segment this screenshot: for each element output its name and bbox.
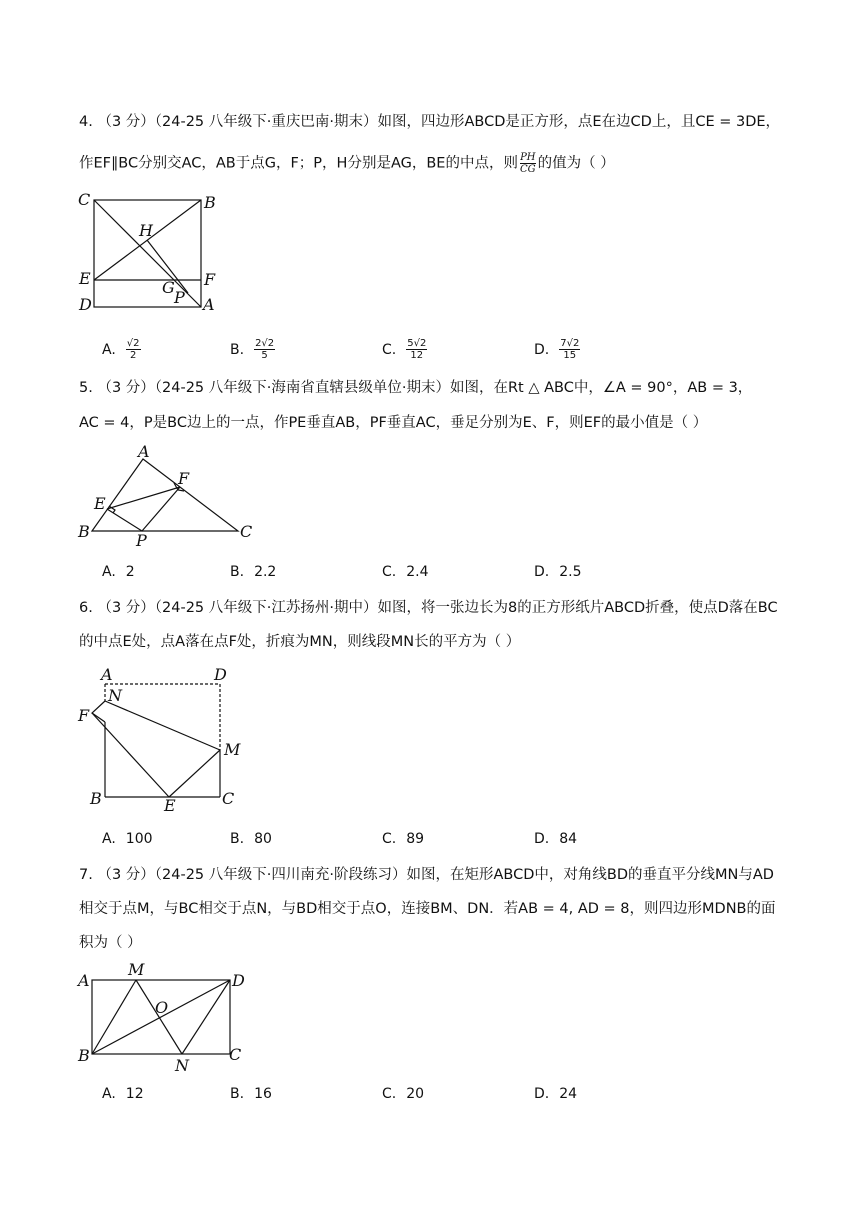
q6-label-b: B — [90, 789, 102, 808]
q4-ratio-fraction — [520, 152, 536, 175]
q7-option-d-value: 24 — [559, 1086, 578, 1102]
q7-label-c: C — [229, 1045, 242, 1064]
q4-option-b-num: 2√2 — [255, 338, 275, 349]
q5-option-b[interactable] — [230, 564, 276, 580]
q7-label-n: N — [175, 1056, 189, 1075]
q6-label-c: C — [222, 789, 235, 808]
q5-option-c[interactable] — [382, 564, 429, 580]
q7-option-b[interactable] — [230, 1086, 272, 1102]
q4-option-d-den: 15 — [563, 350, 577, 361]
q7-option-c-value: 20 — [406, 1086, 425, 1102]
q5-label-e: E — [94, 494, 106, 513]
q4-stem-line2 — [79, 152, 615, 175]
q7-segment-nd — [182, 980, 230, 1054]
q7-label-d: D — [232, 971, 245, 990]
q4-figure — [70, 188, 230, 318]
q5-option-d[interactable] — [534, 564, 582, 580]
q5-option-d-label: D. — [534, 564, 550, 580]
q5-option-c-value: 2.4 — [406, 564, 429, 580]
q5-option-a-label: A. — [102, 564, 116, 580]
q5-option-d-value: 2.5 — [559, 564, 582, 580]
q6-option-c[interactable] — [382, 831, 424, 847]
q7-option-d[interactable] — [534, 1086, 577, 1102]
q6-option-b-label: B. — [230, 831, 245, 847]
q5-stem-line2: AC = 4，P是BC边上的一点，作PE垂直AB，PF垂直AC，垂足分别为E、F，则EF的最小值是（ ） — [79, 415, 708, 431]
q4-option-c-num: 5√2 — [407, 338, 427, 349]
q7-segment-mn — [136, 980, 182, 1054]
q5-option-c-label: C. — [382, 564, 397, 580]
q6-label-f: F — [78, 706, 90, 725]
q4-label-e: E — [79, 269, 91, 288]
q4-option-d-num: 7√2 — [560, 338, 580, 349]
q7-label-a: A — [78, 971, 90, 990]
q4-diagonal-ca — [94, 200, 201, 307]
q4-label-p: P — [174, 288, 185, 307]
q6-option-b[interactable] — [230, 831, 272, 847]
q4-option-c-fraction — [406, 338, 427, 361]
q6-label-m: M — [224, 740, 241, 759]
q7-option-a-value: 12 — [125, 1086, 144, 1102]
q7-option-c[interactable] — [382, 1086, 424, 1102]
q4-option-a[interactable] — [102, 338, 141, 361]
q4-option-d-label: D. — [534, 341, 550, 358]
q4-stem-line2-b: 的值为（ ） — [537, 155, 615, 172]
q5-segment-ef — [107, 487, 180, 509]
q7-diagonal-bd — [92, 980, 230, 1054]
q4-label-d: D — [79, 295, 92, 314]
q4-option-c-label: C. — [382, 341, 397, 358]
q7-segment-bm — [92, 980, 136, 1054]
q4-label-a: A — [203, 295, 215, 314]
q5-label-c: C — [240, 522, 253, 541]
q4-label-g: G — [162, 278, 175, 297]
q4-stem-line1: 4. （3 分）（24-25 八年级下·重庆巴南·期末）如图，四边形ABCD是正方形，点E在边CD上，且CE = 3DE， — [79, 114, 781, 130]
q6-option-d-value: 84 — [559, 831, 578, 847]
q6-stem-line2: 的中点E处，点A落在点F处，折痕为MN，则线段MN长的平方为（ ） — [79, 634, 521, 650]
q6-option-c-value: 89 — [406, 831, 425, 847]
q4-option-b[interactable] — [230, 338, 275, 361]
q4-label-f: F — [204, 270, 216, 289]
q5-label-b: B — [78, 522, 90, 541]
q6-label-a: A — [101, 665, 113, 684]
q4-option-b-den: 5 — [261, 350, 268, 361]
q6-segment-nf — [92, 701, 105, 722]
q4-option-a-den: 2 — [129, 350, 137, 361]
q7-label-o: O — [155, 998, 169, 1017]
q7-option-b-label: B. — [230, 1086, 245, 1102]
q4-ratio-denominator: CG — [519, 164, 536, 175]
q6-stem-line1: 6. （3 分）（24-25 八年级下·江苏扬州·期中）如图，将一张边长为8的正方形纸片ABCD折叠，使点D落在BC — [79, 600, 778, 616]
q6-option-d[interactable] — [534, 831, 577, 847]
q6-crease-nm — [105, 701, 220, 750]
q6-option-a-value: 100 — [125, 831, 153, 847]
q5-option-b-value: 2.2 — [254, 564, 277, 580]
q7-option-a-label: A. — [102, 1086, 116, 1102]
q4-option-b-fraction — [254, 338, 275, 361]
q5-label-a: A — [138, 442, 150, 461]
q5-option-a[interactable] — [102, 564, 135, 580]
q4-stem-line2-a: 作EF∥BC分别交AC，AB于点G，F；P，H分别是AG，BE的中点，则 — [79, 155, 518, 172]
q6-segment-fe — [92, 713, 169, 797]
q6-option-a[interactable] — [102, 831, 153, 847]
q5-stem-line1: 5. （3 分）（24-25 八年级下·海南省直辖县级单位·期末）如图，在Rt △ ABC中，∠A = 90°，AB = 3， — [79, 380, 753, 396]
q6-figure — [72, 664, 252, 815]
q6-option-c-label: C. — [382, 831, 397, 847]
q7-option-c-label: C. — [382, 1086, 397, 1102]
q7-figure — [72, 962, 262, 1077]
q4-option-c-den: 12 — [410, 350, 424, 361]
q6-option-a-label: A. — [102, 831, 116, 847]
q4-label-c: C — [78, 190, 91, 209]
q7-label-m: M — [128, 960, 145, 979]
q5-figure — [72, 443, 262, 553]
q4-label-b: B — [204, 193, 216, 212]
q6-option-d-label: D. — [534, 831, 550, 847]
q5-label-f: F — [178, 469, 190, 488]
q6-segment-em — [169, 750, 220, 797]
q6-label-d: D — [214, 665, 227, 684]
q7-option-d-label: D. — [534, 1086, 550, 1102]
q4-option-a-num: √2 — [126, 338, 140, 349]
q4-option-a-fraction — [126, 338, 141, 361]
q4-label-h: H — [139, 221, 153, 240]
q4-option-c[interactable] — [382, 338, 427, 361]
q4-option-d[interactable] — [534, 338, 580, 361]
q7-option-a[interactable] — [102, 1086, 144, 1102]
q7-label-b: B — [78, 1046, 90, 1065]
q6-option-b-value: 80 — [254, 831, 272, 847]
q7-stem-line2: 相交于点M，与BC相交于点N，与BD相交于点O，连接BM、DN．若AB = 4, AD = 8，则四边形MDNB的面 — [79, 901, 776, 917]
q5-option-a-value: 2 — [125, 564, 135, 580]
q4-ratio-numerator: PH — [520, 152, 536, 163]
q5-label-p: P — [136, 531, 147, 550]
q4-option-d-fraction — [559, 338, 580, 361]
q7-stem-line1: 7. （3 分）（24-25 八年级下·四川南充·阶段练习）如图，在矩形ABCD中，对角线BD的垂直平分线MN与AD — [79, 867, 774, 883]
q6-label-n: N — [108, 686, 122, 705]
q5-triangle-abc — [92, 459, 238, 531]
q6-label-e: E — [164, 796, 176, 815]
q4-option-b-label: B. — [230, 341, 245, 358]
q7-option-b-value: 16 — [254, 1086, 272, 1102]
q4-option-a-label: A. — [102, 341, 116, 358]
q5-option-b-label: B. — [230, 564, 245, 580]
q7-stem-line3: 积为（ ） — [79, 935, 142, 951]
